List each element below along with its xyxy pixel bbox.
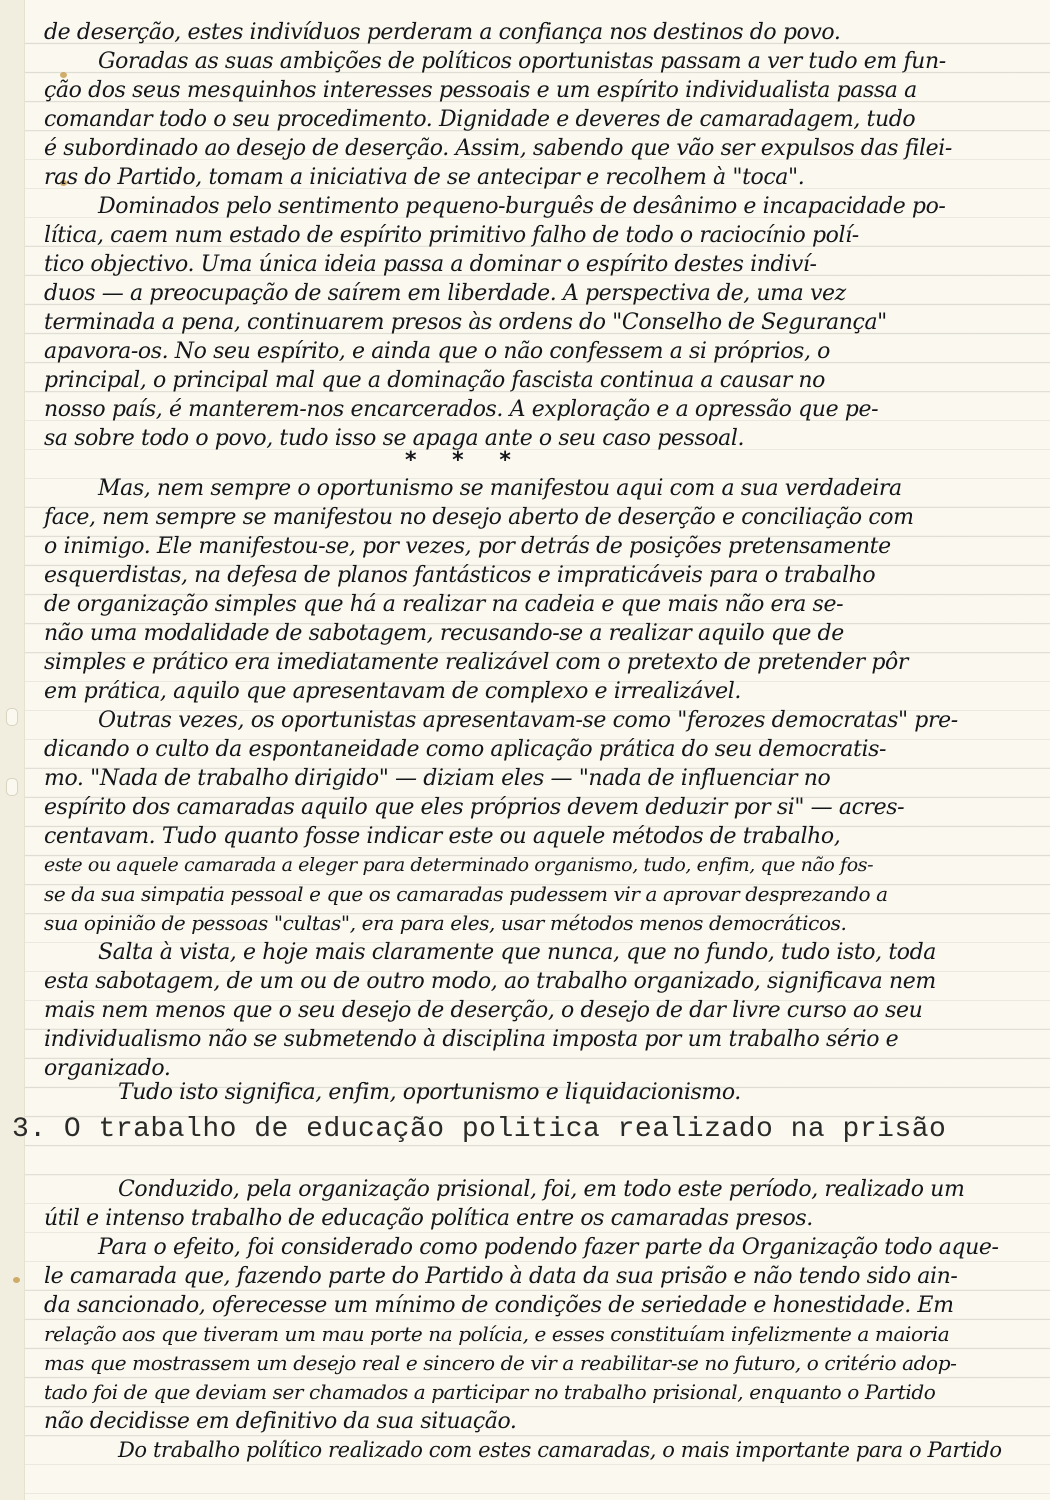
section-separator: * * * bbox=[405, 448, 525, 473]
text-line: de organização simples que há a realizar na cadeia e que mais não era se- bbox=[44, 592, 844, 617]
text-line: mas que mostrassem um desejo real e sincero de vir a reabilitar-se no futuro, o critério adop- bbox=[44, 1351, 957, 1375]
text-line: esquerdistas, na defesa de planos fantásticos e impraticáveis para o trabalho bbox=[44, 563, 876, 588]
text-line: espírito dos camaradas aquilo que eles próprios devem deduzir por si" — acres- bbox=[44, 795, 905, 820]
binding-hole bbox=[6, 778, 18, 796]
ink-stain bbox=[13, 1277, 20, 1283]
text-line: Para o efeito, foi considerado como podendo fazer parte da Organização todo aque- bbox=[98, 1235, 999, 1260]
text-line: ras do Partido, tomam a iniciativa de se antecipar e recolhem à "toca". bbox=[44, 165, 805, 190]
text-line: mo. "Nada de trabalho dirigido" — diziam eles — "nada de influenciar no bbox=[44, 766, 831, 791]
text-line: Goradas as suas ambições de políticos oportunistas passam a ver tudo em fun- bbox=[98, 49, 946, 74]
text-line: Dominados pelo sentimento pequeno-burguês de desânimo e incapacidade po- bbox=[98, 194, 946, 219]
text-line: le camarada que, fazendo parte do Partido à data da sua prisão e não tendo sido ain- bbox=[44, 1264, 958, 1289]
text-line: Mas, nem sempre o oportunismo se manifestou aqui com a sua verdadeira bbox=[98, 476, 902, 501]
text-line: lítica, caem num estado de espírito primitivo falho de todo o raciocínio polí- bbox=[44, 223, 859, 248]
binding-hole bbox=[6, 708, 18, 726]
text-line: o inimigo. Ele manifestou-se, por vezes, por detrás de posições pretensamente bbox=[44, 534, 891, 559]
text-line: comandar todo o seu procedimento. Dignidade e deveres de camaradagem, tudo bbox=[44, 107, 916, 132]
text-line: duos — a preocupação de saírem em liberdade. A perspectiva de, uma vez bbox=[44, 281, 846, 306]
text-line: ção dos seus mesquinhos interesses pessoais e um espírito individualista passa a bbox=[44, 78, 917, 103]
text-line: de deserção, estes indivíduos perderam a confiança nos destinos do povo. bbox=[44, 20, 841, 45]
page-left-margin bbox=[0, 0, 24, 1500]
text-line: nosso país, é manterem-nos encarcerados. A exploração e a opressão que pe- bbox=[44, 397, 879, 422]
text-line: não uma modalidade de sabotagem, recusando-se a realizar aquilo que de bbox=[44, 621, 844, 646]
text-line: Conduzido, pela organização prisional, foi, em todo este período, realizado um bbox=[118, 1177, 965, 1202]
text-line: mais nem menos que o seu desejo de deserção, o desejo de dar livre curso ao seu bbox=[44, 998, 923, 1023]
text-line: Tudo isto significa, enfim, oportunismo e liquidacionismo. bbox=[118, 1080, 741, 1105]
text-line: dicando o culto da espontaneidade como aplicação prática do seu democratis- bbox=[44, 737, 886, 762]
text-line: da sancionado, oferecesse um mínimo de condições de seriedade e honestidade. Em bbox=[44, 1293, 954, 1318]
text-line: é subordinado ao desejo de deserção. Assim, sabendo que vão ser expulsos das filei- bbox=[44, 136, 952, 161]
text-line: apavora-os. No seu espírito, e ainda que o não confessem a si próprios, o bbox=[44, 339, 830, 364]
text-line: face, nem sempre se manifestou no desejo aberto de deserção e conciliação com bbox=[44, 505, 914, 530]
text-line: este ou aquele camarada a eleger para determinado organismo, tudo, enfim, que não fos- bbox=[44, 854, 874, 876]
text-line: esta sabotagem, de um ou de outro modo, ao trabalho organizado, significava nem bbox=[44, 969, 936, 994]
text-line: tado foi de que deviam ser chamados a participar no trabalho prisional, enquanto o Partido bbox=[44, 1380, 936, 1404]
text-line: Salta à vista, e hoje mais claramente que nunca, que no fundo, tudo isto, toda bbox=[98, 940, 937, 965]
section-heading: 3. O trabalho de educação politica realizado na prisão bbox=[12, 1114, 947, 1145]
text-line: não decidisse em definitivo da sua situação. bbox=[44, 1409, 517, 1434]
text-line: em prática, aquilo que apresentavam de complexo e irrealizável. bbox=[44, 679, 741, 704]
text-line: terminada a pena, continuarem presos às ordens do "Conselho de Segurança" bbox=[44, 310, 887, 335]
text-line: se da sua simpatia pessoal e que os camaradas pudessem vir a aprovar desprezando a bbox=[44, 882, 888, 906]
text-line: organizado. bbox=[44, 1056, 171, 1081]
text-line: sa sobre todo o povo, tudo isso se apaga ante o seu caso pessoal. bbox=[44, 426, 745, 451]
text-line: simples e prático era imediatamente realizável com o pretexto de pretender pôr bbox=[44, 650, 908, 675]
text-line: Outras vezes, os oportunistas apresentavam-se como "ferozes democratas" pre- bbox=[98, 708, 958, 733]
text-line: relação aos que tiveram um mau porte na polícia, e esses constituíam infelizmente a maioria bbox=[44, 1322, 950, 1346]
text-line: Do trabalho político realizado com estes camaradas, o mais importante para o Partido bbox=[118, 1438, 1002, 1462]
text-line: individualismo não se submetendo à disciplina imposta por um trabalho sério e bbox=[44, 1027, 899, 1052]
text-line: tico objectivo. Uma única ideia passa a dominar o espírito destes indiví- bbox=[44, 252, 817, 277]
text-line: sua opinião de pessoas "cultas", era para eles, usar métodos menos democráticos. bbox=[44, 911, 847, 935]
text-line: principal, o principal mal que a dominação fascista continua a causar no bbox=[44, 368, 826, 393]
text-line: útil e intenso trabalho de educação política entre os camaradas presos. bbox=[44, 1206, 813, 1231]
text-line: centavam. Tudo quanto fosse indicar este ou aquele métodos de trabalho, bbox=[44, 824, 841, 849]
